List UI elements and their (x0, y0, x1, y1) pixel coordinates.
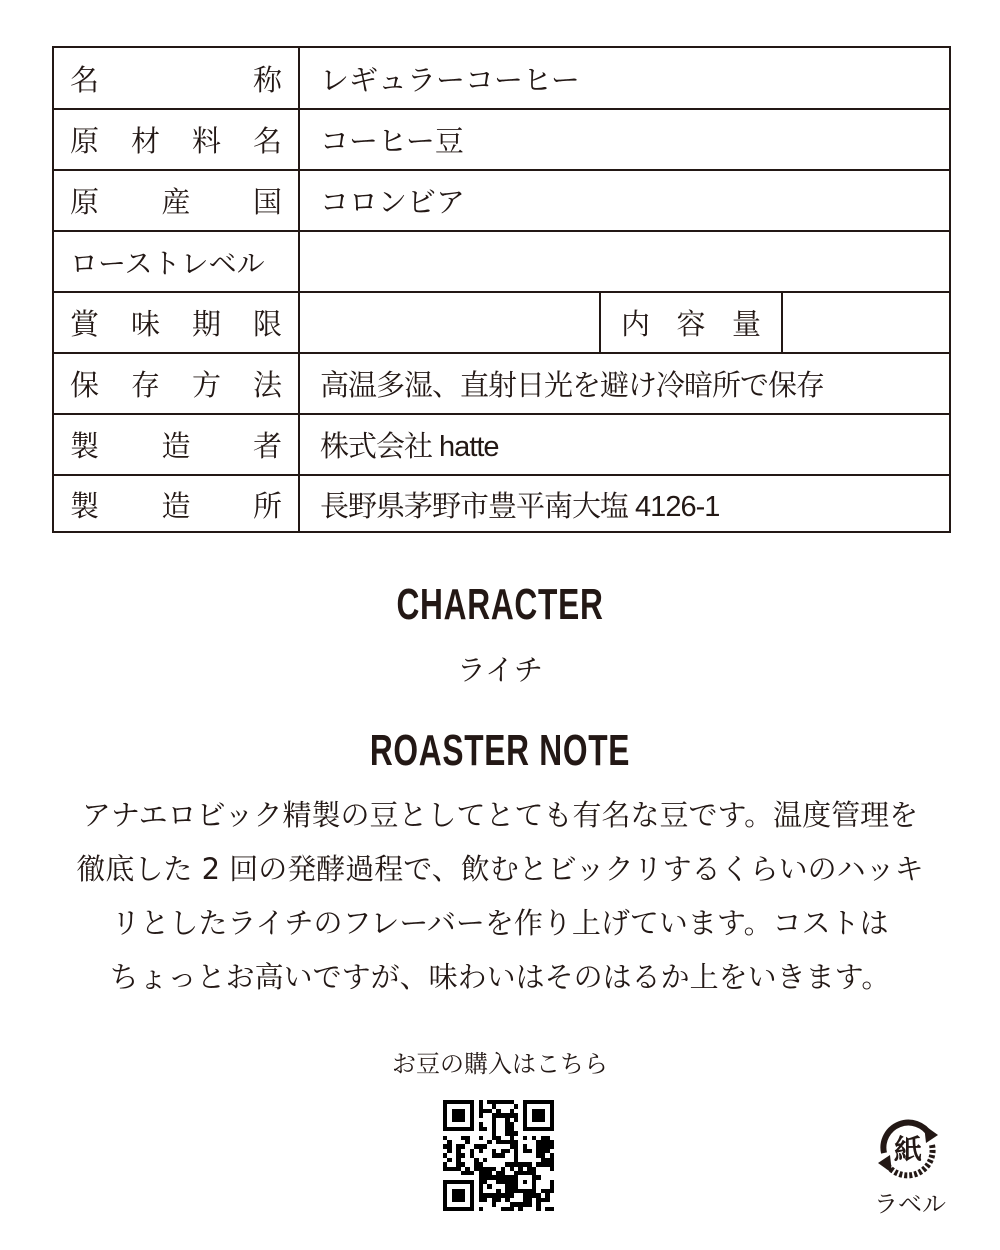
product-label-table (52, 46, 951, 533)
header-roast-level: ローストレベル (54, 232, 300, 291)
head-char: 存 (130, 368, 160, 402)
head-char: 造 (161, 489, 191, 523)
recycle-label: ラベル (874, 1190, 946, 1218)
head-char: 者 (252, 429, 282, 463)
value-roast-level (300, 232, 949, 291)
value-product-name: レギュラーコーヒー (320, 62, 580, 97)
head-char: 産 (161, 185, 191, 219)
value-net-weight (783, 293, 949, 352)
head-char: 製 (70, 429, 100, 463)
head-char: 保 (70, 368, 100, 402)
note-line: リとしたライチのフレーバーを作り上げています。コストは (111, 906, 889, 940)
header-net-weight (601, 293, 783, 352)
row-best-before (54, 293, 949, 354)
head-char: 国 (252, 185, 282, 219)
head-char: 容 (676, 307, 706, 341)
value-origin: コロンビア (320, 185, 466, 219)
row-manufacturer (54, 415, 949, 476)
row-product-name (54, 48, 949, 110)
value-ingredients: コーヒー豆 (320, 124, 464, 158)
purchase-label: お豆の購入はこちら (392, 1050, 608, 1078)
row-factory (54, 476, 949, 533)
head-char: 原 (70, 185, 100, 219)
paper-recycle-icon (872, 1113, 944, 1185)
character-title: CHARACTER (396, 580, 604, 629)
paper-glyph: 紙 (893, 1133, 923, 1166)
header-storage (54, 354, 300, 413)
row-origin (54, 171, 949, 232)
roaster-note-body (40, 788, 960, 1004)
header-origin (54, 171, 300, 230)
head-char: 味 (130, 307, 160, 341)
value-storage: 高温多湿、直射日光を避け冷暗所で保存 (320, 370, 825, 402)
head-char: 内 (621, 307, 651, 341)
character-value: ライチ (456, 653, 544, 687)
row-storage (54, 354, 949, 415)
head-char: 名 (252, 124, 282, 158)
head-char: 所 (252, 489, 282, 523)
head-char: 製 (70, 489, 100, 523)
value-factory: 長野県茅野市豊平南大塩 4126-1 (320, 491, 720, 523)
head-char: 造 (161, 429, 191, 463)
header-best-before (54, 293, 300, 352)
value-best-before (300, 293, 601, 352)
header-manufacturer (54, 415, 300, 474)
header-ingredients (54, 110, 300, 169)
head-char: 限 (252, 307, 282, 341)
head-char: 賞 (70, 307, 100, 341)
head-char: 法 (252, 368, 282, 402)
head-char: 材 (130, 124, 160, 158)
head-char: 量 (731, 307, 761, 341)
head-char: 方 (191, 368, 221, 402)
row-roast-level (54, 232, 949, 293)
row-ingredients (54, 110, 949, 171)
roaster-note-title: ROASTER NOTE (369, 726, 631, 775)
head-char: 原 (70, 124, 100, 158)
head-char: 名 (70, 62, 100, 97)
head-char: 料 (191, 124, 221, 158)
header-factory (54, 476, 300, 533)
qr-code-icon[interactable] (443, 1100, 554, 1211)
head-char: 称 (252, 62, 282, 97)
note-line: 徹底した 2 回の発酵過程で、飲むとビックリするくらいのハッキ (76, 852, 924, 886)
note-line: アナエロビック精製の豆としてとても有名な豆です。温度管理を (81, 798, 919, 832)
header-product-name (54, 48, 300, 108)
value-manufacturer: 株式会社 hatte (320, 431, 499, 463)
note-line: ちょっとお高いですが、味わいはそのはるか上をいきます。 (109, 960, 891, 994)
head-char: 期 (191, 307, 221, 341)
